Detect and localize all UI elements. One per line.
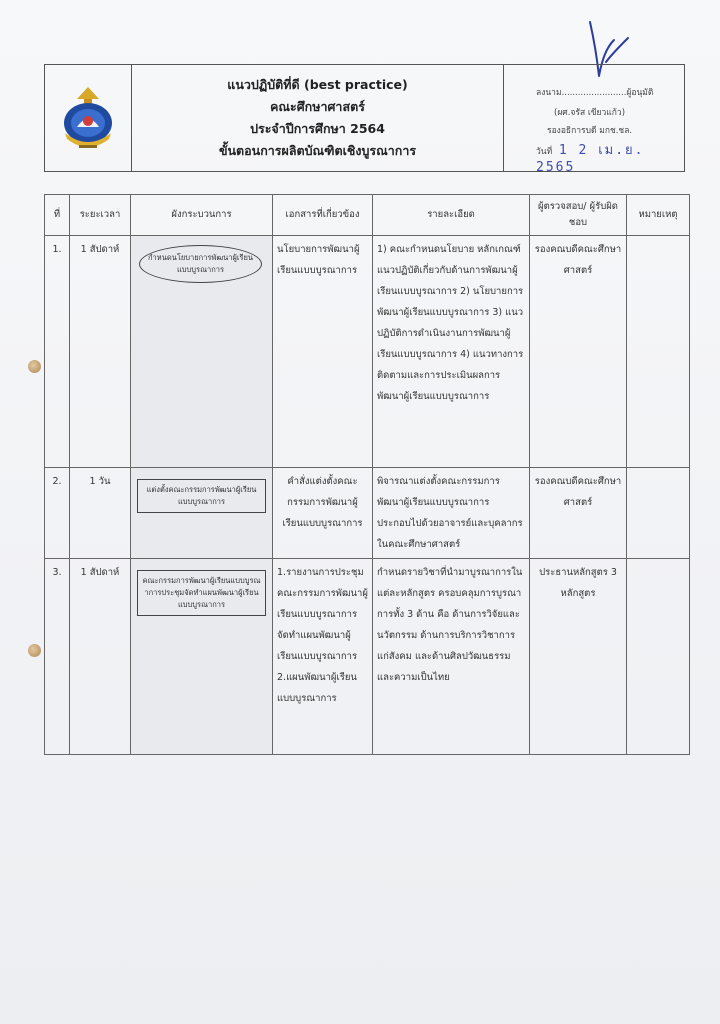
cell-duration: 1 สัปดาห์: [70, 559, 131, 755]
header-no: ที่: [45, 195, 70, 236]
table-row: [45, 236, 690, 468]
cell-documents: 1.รายงานการประชุม คณะกรรมการพัฒนาผู้เรียนแบบบูรณาการ จัดทำแผนพัฒนาผู้เรียนแบบบูรณาการ 2.แผนพัฒนาผู้เรียนแบบบูรณาการ: [273, 559, 373, 755]
cell-note: [627, 468, 690, 559]
punch-hole: [28, 360, 41, 373]
university-emblem-icon: [59, 83, 117, 153]
cell-note: [627, 559, 690, 755]
process-title: ขั้นตอนการผลิตบัณฑิตเชิงบูรณาการ: [218, 143, 417, 158]
cell-documents: คำสั่งแต่งตั้งคณะกรรมการพัฒนาผู้เรียนแบบบูรณาการ: [273, 468, 373, 559]
academic-year: ประจำปีการศึกษา 2564: [250, 121, 385, 136]
approval-sign-line: ลงนาม........................ผู้อนุมัติ: [536, 88, 654, 98]
cell-duration: 1 วัน: [70, 468, 131, 559]
cell-details: 1) คณะกำหนดนโยบาย หลักเกณฑ์ แนวปฏิบัติเกี่ยวกับด้านการพัฒนาผู้เรียนแบบบูรณาการ 2) นโยบายการพัฒนาผู้เรียนแบบบูรณาการ 3) แนวปฏิบัติการดำเนินงานการพัฒนาผู้เรียนแบบบูรณาการ 4) แนวทางการติดตามและการประเมินผลการพัฒนาผู้เรียนแบบบูรณาการ: [373, 236, 530, 468]
header-details: รายละเอียด: [373, 195, 530, 236]
faculty-name: คณะศึกษาศาสตร์: [270, 99, 365, 114]
cell-no: 2.: [45, 468, 70, 559]
process-step-box: แต่งตั้งคณะกรรมการพัฒนาผู้เรียนแบบบูรณาการ: [137, 479, 266, 513]
date-label: วันที่: [536, 147, 553, 157]
header-process: ผังกระบวนการ: [131, 195, 273, 236]
title-best-practice: แนวปฏิบัติที่ดี (best practice): [227, 77, 408, 92]
cell-process: [131, 559, 273, 755]
cell-responsible: รองคณบดีคณะศึกษาศาสตร์: [530, 236, 627, 468]
cell-note: [627, 236, 690, 468]
table-header-row: [45, 195, 690, 236]
handwritten-date: 1 2 เม.ย. 2565: [536, 143, 645, 175]
cell-no: 1.: [45, 236, 70, 468]
cell-responsible: รองคณบดีคณะศึกษาศาสตร์: [530, 468, 627, 559]
process-table: [44, 194, 690, 755]
approver-position: รองอธิการบดี มกช.ชล.: [547, 126, 633, 136]
document-header: [44, 64, 685, 175]
header-documents: เอกสารที่เกี่ยวข้อง: [273, 195, 373, 236]
table-row: [45, 468, 690, 559]
header-duration: ระยะเวลา: [70, 195, 131, 236]
punch-hole: [28, 644, 41, 657]
logo-cell: [45, 65, 132, 171]
header-responsible: ผู้ตรวจสอบ/ ผู้รับผิดชอบ: [530, 195, 627, 236]
approval-date: [536, 139, 684, 175]
cell-details: พิจารณาแต่งตั้งคณะกรรมการพัฒนาผู้เรียนแบบบูรณาการ ประกอบไปด้วยอาจารย์และบุคลากรในคณะศึกษาศาสตร์: [373, 468, 530, 559]
cell-documents: นโยบายการพัฒนาผู้เรียนแบบบูรณาการ: [273, 236, 373, 468]
table-row: [45, 559, 690, 755]
cell-no: 3.: [45, 559, 70, 755]
cell-details: กำหนดรายวิชาที่นำมาบูรณาการในแต่ละหลักสูตร ครอบคลุมการบูรณาการทั้ง 3 ด้าน คือ ด้านการวิจัยและนวัตกรรม ด้านการบริการวิชาการแก่สังคม และด้านศิลปวัฒนธรรมและความเป็นไทย: [373, 559, 530, 755]
approval-cell: [504, 65, 684, 175]
approver-name: (ผศ.จรัส เขียวแก้ว): [554, 108, 626, 118]
cell-duration: 1 สัปดาห์: [70, 236, 131, 468]
cell-responsible: ประธานหลักสูตร 3 หลักสูตร: [530, 559, 627, 755]
process-step-box: คณะกรรมการพัฒนาผู้เรียนแบบบูรณาการประชุมจัดทำแผนพัฒนาผู้เรียนแบบบูรณาการ: [137, 570, 266, 616]
title-cell: [132, 65, 504, 171]
cell-process: [131, 236, 273, 468]
process-step-oval: กำหนดนโยบายการพัฒนาผู้เรียนแบบบูรณาการ: [139, 245, 262, 283]
header-note: หมายเหตุ: [627, 195, 690, 236]
cell-process: [131, 468, 273, 559]
